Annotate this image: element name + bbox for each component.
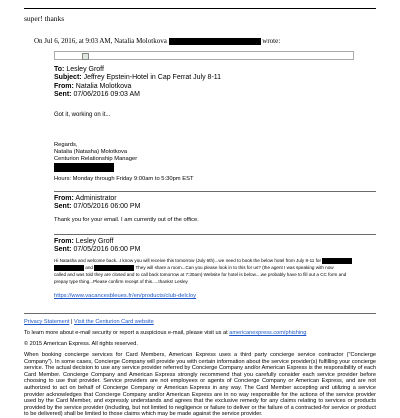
sent-value: 07/05/2016 06:00 PM xyxy=(73,246,141,254)
sig-title: Centurion Relationship Manager xyxy=(54,155,138,162)
phishing-link[interactable]: americanexpress.com/phishing xyxy=(229,330,307,336)
top-rule xyxy=(24,8,376,9)
divider xyxy=(54,191,376,192)
reply-text: super! thanks xyxy=(24,14,65,23)
sig-name: Natalia (Natasha) Molotkova xyxy=(54,148,128,155)
report-line: To learn more about e-mail security or report a suspicious e-mail, please visit us at americanexpress.com/phishing xyxy=(24,330,307,336)
redaction-block xyxy=(54,163,114,172)
broken-image-icon xyxy=(82,53,89,60)
body-line: Hi Natasha and welcome back...I know you will receive this tomorrow (July 6th)...we need to book the below hotel from July 8-11 for xyxy=(54,258,376,265)
sent-line: Sent: 07/05/2016 06:00 PM xyxy=(54,203,141,211)
redaction-block xyxy=(94,265,134,271)
disclaimer: When booking concierge services for Card Members, American Express uses a third party concierge service contractor ("Concierge Company"). In some cases, Concierge Company will provide you with certain information about the service provider(s) fulfilling your concierge service. The actual decision to use any service provider referred by Concierge Company and/or American Express is the responsibility of each Card Member. Concierge Company and American Express strongly recommend that you carefully consider each service provider before choosing to use that provider. Service providers are not employees or agents of Concierge Company or American Express, and are not authorized to act on behalf of Concierge Company or American Express in any way. The Card Member accepting and utilizing a service provider acknowledges that Concierge Company and/or American Express are in no way responsible for the actions of the service provider used by the Card Member, and expressly understands and agrees that the exclusive remedy for any claims relating to services or products provided by the service provider (including, but not limited to negligence or failure to deliver or the failure of a contracted-for service or product to be delivered) shall be limited to those claims which may be made against the service provider. xyxy=(24,352,376,418)
divider xyxy=(54,234,376,235)
hotel-link[interactable]: https://www.vacancesbleues.fr/en/products/club-delcloy xyxy=(54,293,197,299)
copyright: © 2015 American Express. All rights reserved. xyxy=(24,341,138,347)
quote-intro-suffix: wrote: xyxy=(262,37,281,45)
footer-divider xyxy=(24,313,376,314)
sent-line: Sent: 07/05/2016 06:00 PM xyxy=(54,246,141,254)
broken-image xyxy=(54,51,354,60)
from-value: Lesley Groff xyxy=(75,238,114,245)
footer-links xyxy=(24,319,154,326)
sent-line: Sent: 07/06/2016 09:03 AM xyxy=(54,90,141,98)
privacy-link[interactable]: Privacy Statement xyxy=(24,319,70,325)
redaction-block xyxy=(54,265,84,271)
regards: Regards, xyxy=(54,142,78,148)
email3-body xyxy=(54,258,376,286)
from-line: From: Natalia Molotkova xyxy=(54,82,132,90)
separator: | xyxy=(70,319,73,325)
quote-intro-prefix: On Jul 6, 2016, at 9:03 AM, Natalia Molotkova xyxy=(34,37,167,45)
quote-intro xyxy=(34,37,280,45)
body-line: and They will share a room...Can you please look in to this for us? (the agent I was speaking with now xyxy=(54,265,376,272)
body-line: prepay type thing...Please confirm receipt of this.....thanks! Lesley xyxy=(54,278,188,284)
hours: Hours: Monday through Friday 9:00am to 5:30pm EST xyxy=(54,176,194,182)
email2-body: Thank you for your email. I am currently out of the office. xyxy=(54,217,199,223)
body-line: called and was told they are closed and to call back tomorrow at 7:30am) Website for hotel is below....we probably have to fill out a CC form and xyxy=(54,272,347,278)
to-value: Lesley Groff xyxy=(66,66,104,73)
subject-line: Subject: Jeffrey Epstein-Hotel in Cap Ferrat July 8-11 xyxy=(54,74,222,82)
email1-header xyxy=(54,66,221,99)
redaction-block xyxy=(322,258,352,264)
from-value: Administrator xyxy=(75,195,117,202)
sent-value: 07/05/2016 06:00 PM xyxy=(73,203,141,211)
redaction-block xyxy=(169,38,261,45)
email1-signature xyxy=(54,142,137,162)
subject-value: Jeffrey Epstein-Hotel in Cap Ferrat July 8-11 xyxy=(83,74,222,82)
from-line: From: Lesley Groff xyxy=(54,238,114,245)
from-value: Natalia Molotkova xyxy=(75,82,132,90)
to-line: To: Lesley Groff xyxy=(54,66,104,73)
email1-body: Got it, working on it... xyxy=(54,112,111,118)
centurion-link[interactable]: Visit the Centurion Card website xyxy=(73,319,154,325)
from-line: From: Administrator xyxy=(54,195,117,202)
email3-header xyxy=(54,238,140,255)
email2-header xyxy=(54,195,140,212)
sent-value: 07/06/2016 09:03 AM xyxy=(73,90,141,98)
